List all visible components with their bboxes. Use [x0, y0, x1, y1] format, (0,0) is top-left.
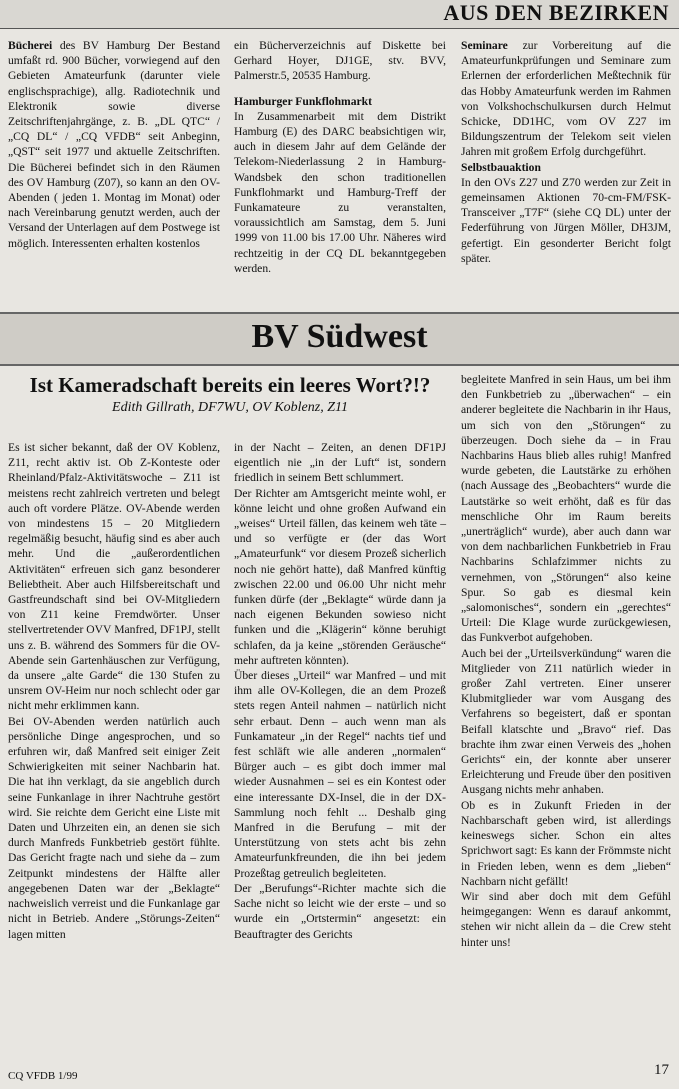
section-banner — [0, 312, 679, 366]
article-paragraph: Auch bei der „Urteilsverkündung“ waren die Mitglieder von Z11 natürlich wieder in großer Zahl vertreten. Einer unserer Klubmitglieder war vom Ausgang des Verfahrens so begeistert, daß er spontan Beifall klatschte und „Bravo“ rief. Das brachte ihm zwar einen Verweis des „hohen Gerichts“ ein, der konnte aber unserer Erleichterung und Freude über den positiven Ausgang nichts mehr anhaben. — [461, 646, 671, 797]
top-column-3 — [461, 38, 671, 266]
buecherei-paragraph — [8, 38, 220, 251]
article-paragraph: Bei OV-Abenden werden natürlich auch persönliche Dinge angesprochen, und so erfuhren wir, daß Manfred seit einiger Zeit Schwierigkeiten mit seiner Nachbarin hat. Die hat ihn verklagt, da sie angeblich durch seine Funkanlage in ihrer Nachtruhe gestört wird. Sie reichte dem Gericht eine Liste mit Daten und Uhrzeiten ein, an denen sie sich durch Manfreds Funkbetrieb gestört fühlte. Das Gericht fragte nach und siehe da – zum Zeitpunkt mindestens der Hälfte aller angegebenen Daten war der „Beklagte“ nachweislich verreist und die Funkanlage gar nicht in Betrieb. Andere „Störungs-Zeiten“ lagen mitten — [8, 714, 220, 941]
article-paragraph: Der „Berufungs“-Richter machte sich die Sache nicht so leicht wie der erste – und so wurde ein „Ortstermin“ angesetzt: ein Beauftragter des Gerichts — [234, 881, 446, 941]
article-paragraph: Über dieses „Urteil“ war Manfred – und mit ihm alle OV-Kollegen, die an dem Prozeß stets regen Anteil nahmen – natürlich nicht sehr erbaut. Denn – auch wenn man als Funkamateur „in der Regel“ nachts tief und fest schläft wie alle anderen „normalen“ Bürger auch – es gibt doch immer mal wieder Ausnahmen – sei es ein Kontest oder eine interessante DX-Insel, die in der DX-Sammlung noch fehlt ... Deshalb ging Manfred in die Berufung – mit der Unterstützung von stets acht bis zehn Amateurfunkfreunden, die ihn bei jedem Prozeßtag getreulich begleiteten. — [234, 669, 446, 880]
article-title: Ist Kameradschaft bereits ein leeres Wort?!? — [29, 373, 431, 397]
article-paragraph: Der Richter am Amtsgericht meinte wohl, er könne leicht und ohne großen Aufwand ein „weises“ Urteil fällen, das keinem weh täte – und so verfügte er (der das Wort „Amateurfunk“ vor diesem Prozeß sicherlich noch nie gehört hatte), daß Manfred künftig zwischen 22.00 und 06.00 Uhr nicht mehr funken dürfe (der „Beklagte“ würde dann ja nach eigenen Bekunden sowieso nicht funken und die „Klägerin“ könne beruhigt schlafen, da ja keine „störenden Geräusche“ mehr auftreten könnten). — [234, 486, 446, 667]
banner-title: BV Südwest — [251, 318, 428, 355]
article-byline: Edith Gillrath, DF7WU, OV Koblenz, Z11 — [112, 400, 348, 415]
seminare-text: zur Vorbereitung auf die Amateurfunkprüfungen und Seminare zum Erlernen der erforderlichen Meßtechnik für das Hobby Amateurfunk werden im Rahmen von Volkshochschulkursen durch Helmut Schicke, DD1HC, vom OV Z27 im Bildungszentrum der Telekom seit vielen Jahren mit großem Erfolg durchgeführt. — [461, 39, 671, 159]
top-column-2 — [234, 38, 446, 276]
buecherei-text: des BV Hamburg Der Bestand umfaßt rd. 900 Bücher, vorwiegend auf den Gebieten Amateurfunk (darunter viele englischsprachige), allg. Radiotechnik und Elektronik sowie diverse Zeitschriftenjahrgänge, z. B. „DL QTC“ / „CQ DL“ / „CQ VFDB“ seit Anbeginn, „QST“ seit 1977 und aktuelle Zeitschriften. Die Bücherei befindet sich in den Räumen des OV Hamburg (Z07), so kann an den OV-Abenden ( jeden 1. Montag im Monat) oder nach Vereinbarung genutzt werden, auch der Versand der Unterlagen auf dem Postwege ist möglich. Interessenten erhalten kostenlos — [8, 39, 220, 250]
article-paragraph: Ob es in Zukunft Frieden in der Nachbarschaft geben wird, ist allerdings keineswegs sicher. Schon ein altes Sprichwort sagt: Es kann der Frömmste nicht in Frieden leben, wenn es dem „lieben“ Nachbarn nicht gefällt! — [461, 798, 671, 888]
funkflohmarkt-text: In Zusammenarbeit mit dem Distrikt Hamburg (E) des DARC beabsichtigen wir, auch in diesem Jahr auf dem Gelände der Telekom-Niederlassung 2 in Hamburg-Wandsbek den schon traditionellen Funkflohmarkt und Hamburg-Treff der Funkamateure zu veranstalten, voraussichtlich am Samstag, dem 5. Juni 1999 von 11.00 bis 17.00 Uhr. Näheres wird rechtzeitig in der CQ DL bekanntgegeben werden. — [234, 109, 446, 275]
selbstbau-heading: Selbstbauaktion — [461, 160, 541, 174]
article-column-3 — [461, 372, 671, 950]
buecherei-continuation: ein Bücherverzeichnis auf Diskette bei Gerhard Hoyer, DJ1GE, stv. BVV, Palmerstr.5, 20535 Hamburg. — [234, 39, 446, 83]
funkflohmarkt-heading: Hamburger Funkflohmarkt — [234, 94, 372, 108]
section-header: AUS DEN BEZIRKEN — [443, 0, 669, 25]
article-column-2 — [234, 440, 446, 942]
page-number: 17 — [654, 1062, 669, 1078]
article-paragraph: Es ist sicher bekannt, daß der OV Koblenz, Z11, recht aktiv ist. Ob Z-Konteste oder Rheinland/Pfalz-Aktivitätswoche – Z11 ist meistens recht zahlreich vertreten und belegt auch oft vordere Plätze. OV-Abende werden von mindestens 15 – 20 Mitgliedern regelmäßig besucht, häufig sind es aber auch mehr. Und die „außerordentlichen Aktivitäten“ erfreuen sich ganz besonderer Beliebtheit. Aber auch Hilfsbereitschaft und Gastfreundschaft sind bei OV-Mitgliedern von Z11 keine Fremdwörter. Unser stellvertretender OVV Manfred, DF1PJ, stellt uns z. B. während des Sommers für die OV-Abende sein Gartenhäuschen zur Verfügung, da unsere „alte Garde“ die 130 Stufen zu unsrem OV-Heim nur noch schlecht oder gar nicht mehr erklimmen kann. — [8, 441, 220, 713]
article-paragraph: in der Nacht – Zeiten, an denen DF1PJ eigentlich nie „in der Luft“ ist, sondern friedlich in seinem Bett schlummert. — [234, 441, 446, 485]
article-paragraph: Wir sind aber doch mit dem Gefühl heimgegangen: Wenn es darauf ankommt, stehen wir nicht allein da – die Crew steht hinter uns! — [461, 889, 671, 949]
seminare-paragraph — [461, 38, 671, 160]
selbstbau-text: In den OVs Z27 und Z70 werden zur Zeit in gemeinsamen Aktionen 70-cm-FM/FSK-Transceiver „T7F“ (siehe CQ DL) unter der Federführung von Jürgen Möller, DH3JM, gefertigt. Ein gesonderter Bericht folgt später. — [461, 175, 671, 265]
buecherei-lead: Bücherei — [8, 39, 53, 52]
seminare-lead: Seminare — [461, 39, 508, 52]
article-column-1 — [8, 440, 220, 942]
journal-issue: CQ VFDB 1/99 — [8, 1070, 78, 1082]
top-column-1 — [8, 38, 220, 251]
article-paragraph: begleitete Manfred in sein Haus, um bei ihm den Funkbetrieb zu „überwachen“ – ein anderer begleitete die Nachbarin in ihr Haus, um sich von den „Störungen“ zu überzeugen. Doch siehe da – in Frau Nachbarins Haus blieb alles ruhig! Manfred wurde gebeten, die Lautstärke zu erhöhen (nach Aussage des „Beobachters“ wurde die Lautstärke so weit erhöht, daß es für das menschliche Ohr im Raum bereits „unerträglich“ wurde), aber auch dann war von dem nachbarlichen Funkbetrieb in Frau Nachbarins Schlafzimmer nichts zu vernehmen, von „Störungen“ also keine Spur. So gab es diesmal kein „salomonisches“, sondern ein „gerechtes“ Urteil: Die Klage wurde zurückgewiesen, das Funkverbot aufgehoben. — [461, 373, 671, 645]
